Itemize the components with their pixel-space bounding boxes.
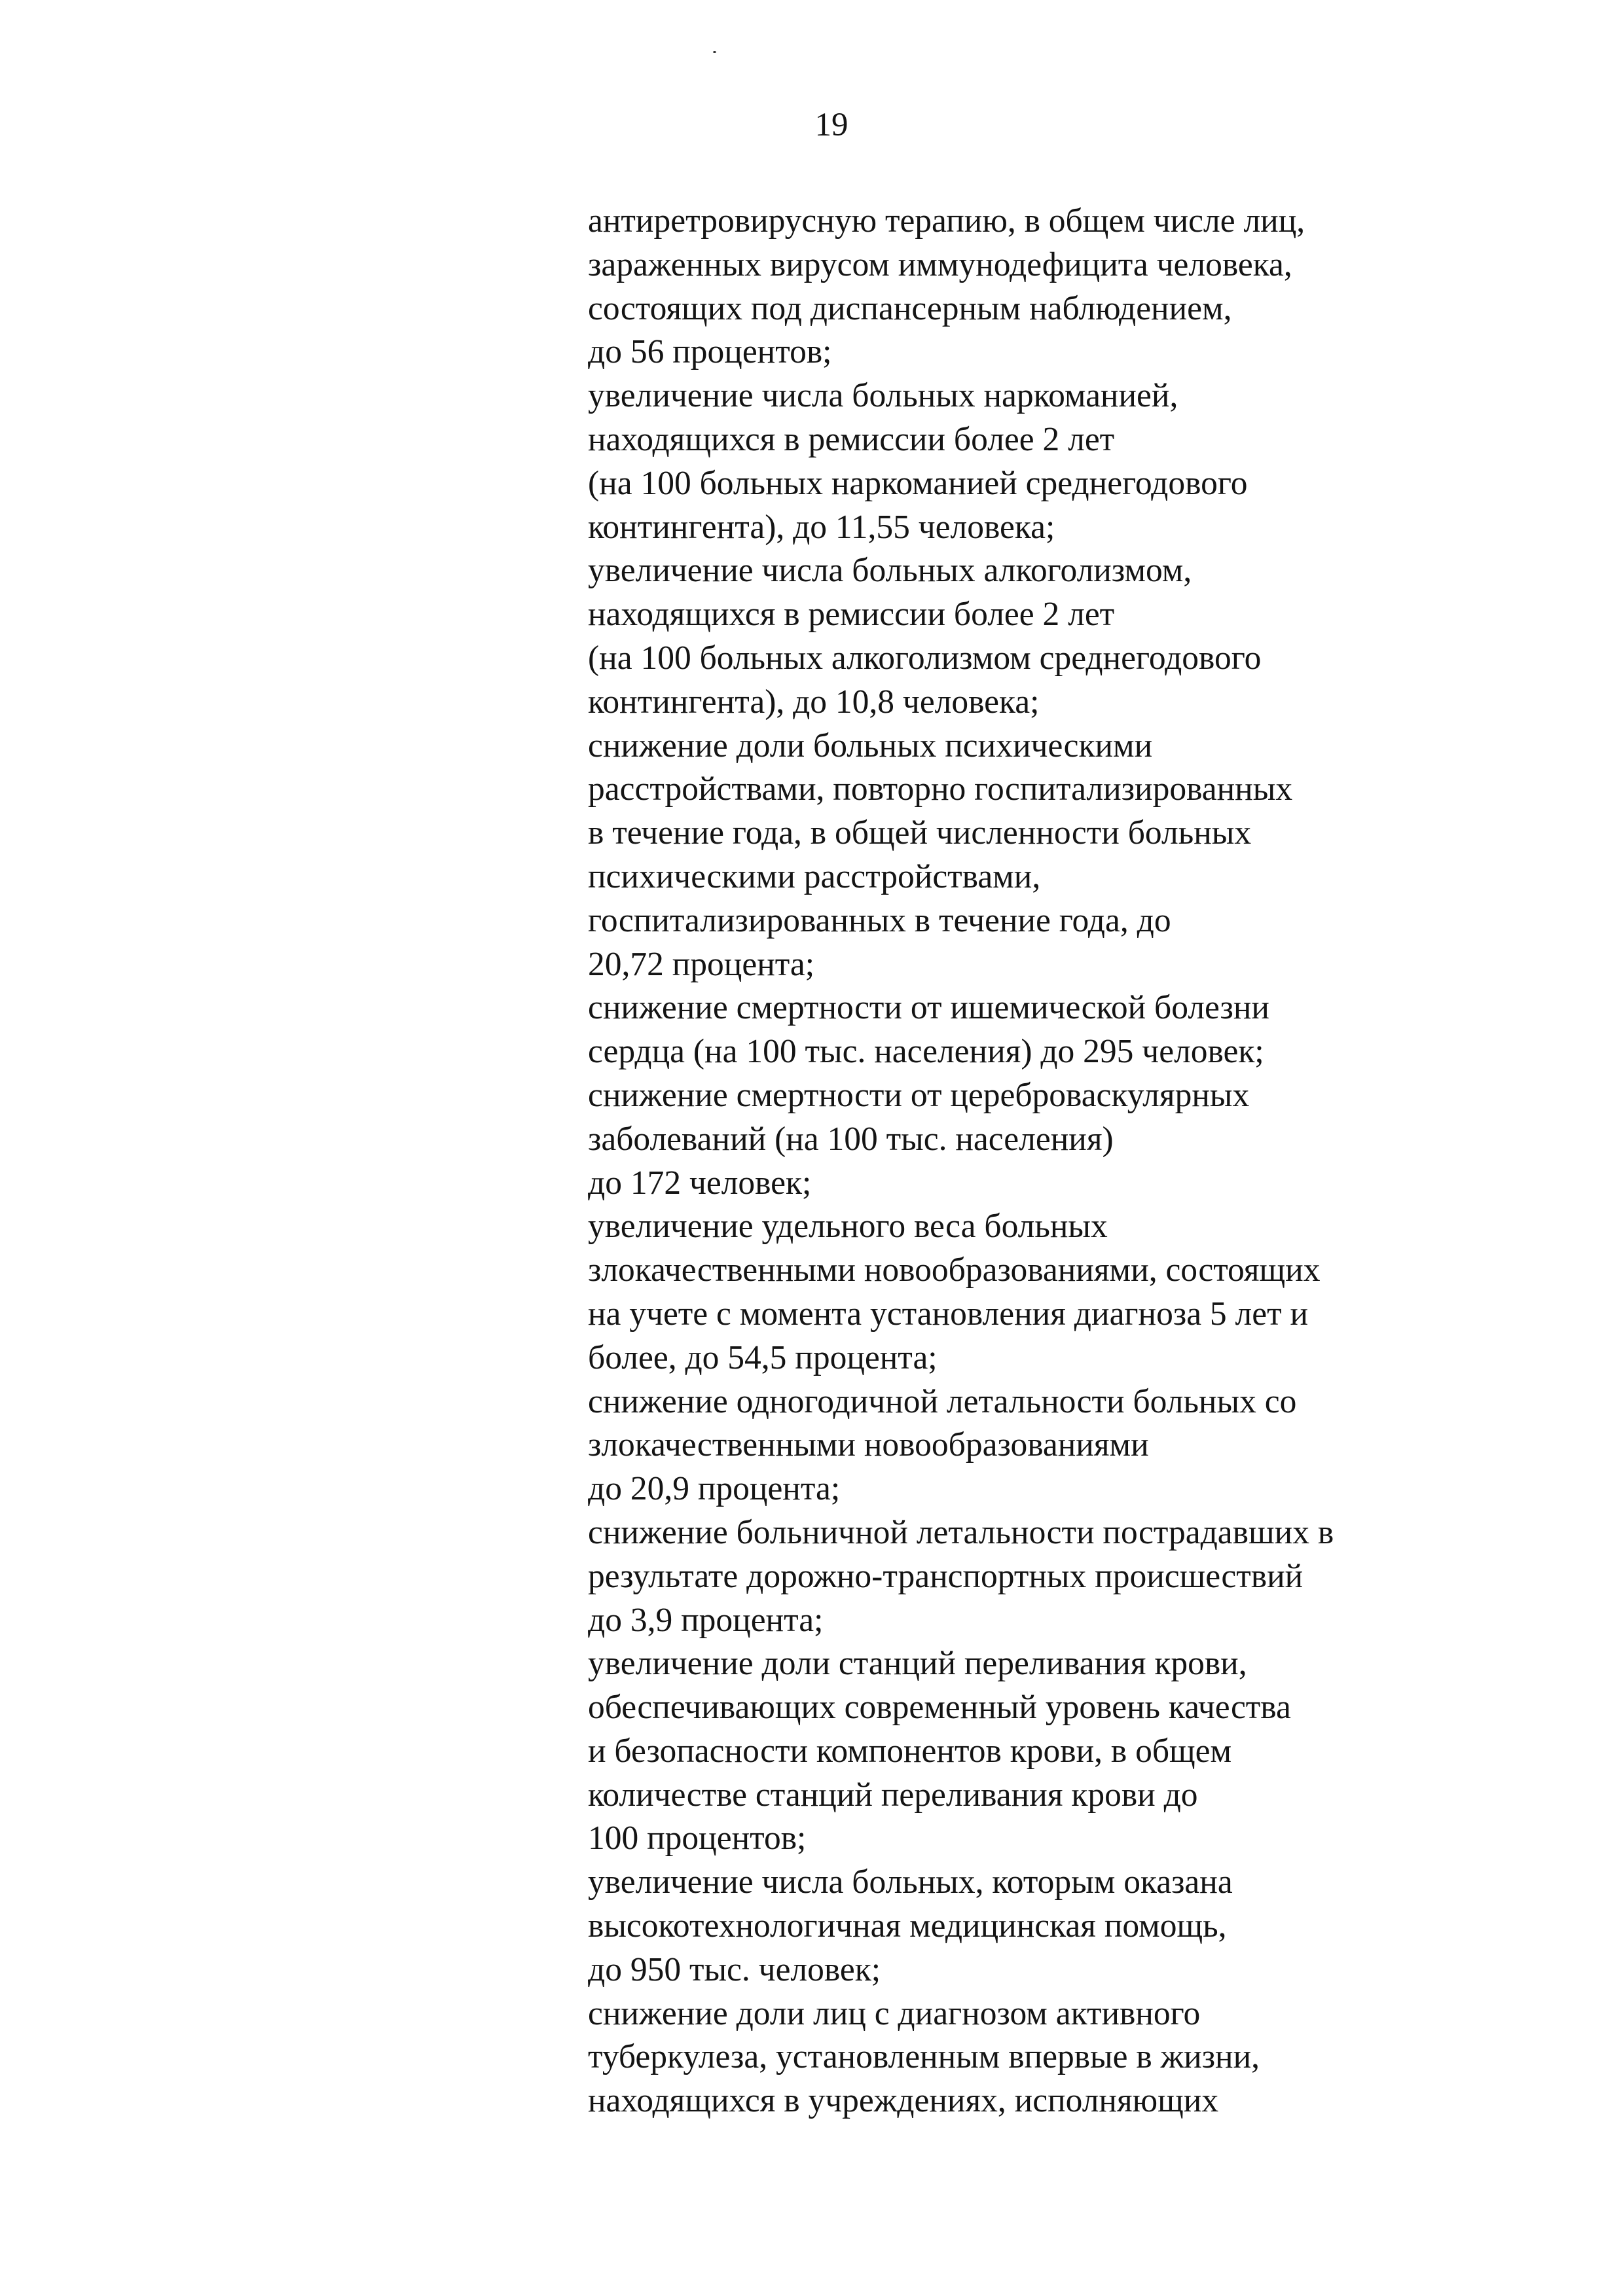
text-line: увеличение числа больных алкоголизмом, xyxy=(588,552,1192,590)
text-line: более, до 54,5 процента; xyxy=(588,1338,938,1376)
text-line: увеличение доли станций переливания крови, xyxy=(588,1645,1247,1683)
text-line: до 950 тыс. человек; xyxy=(588,1950,881,1988)
text-line: обеспечивающих современный уровень качества xyxy=(588,1689,1291,1727)
text-line: злокачественными новообразованиями, состоящих xyxy=(588,1251,1321,1289)
text-line: снижение доли лиц с диагнозом активного xyxy=(588,1994,1201,2032)
text-line: высокотехнологичная медицинская помощь, xyxy=(588,1907,1227,1945)
document-body xyxy=(588,200,1504,2123)
text-line: снижение больничной летальности пострадавших в xyxy=(588,1513,1334,1551)
text-line: контингента), до 10,8 человека; xyxy=(588,683,1040,721)
text-line: находящихся в ремиссии более 2 лет xyxy=(588,420,1115,458)
scan-artifact-mark xyxy=(713,51,716,53)
text-line: 100 процентов; xyxy=(588,1820,807,1857)
text-line: состоящих под диспансерным наблюдением, xyxy=(588,289,1232,327)
text-line: зараженных вирусом иммунодефицита человека, xyxy=(588,245,1292,283)
text-line: количестве станций переливания крови до xyxy=(588,1776,1198,1814)
text-line: расстройствами, повторно госпитализированных xyxy=(588,770,1293,808)
text-line: до 3,9 процента; xyxy=(588,1601,824,1639)
text-line: заболеваний (на 100 тыс. населения) xyxy=(588,1120,1114,1158)
text-line: (на 100 больных алкоголизмом среднегодового xyxy=(588,639,1262,677)
text-line: госпитализированных в течение года, до xyxy=(588,901,1171,939)
text-line: в течение года, в общей численности больных xyxy=(588,814,1252,852)
text-line: и безопасности компонентов крови, в общем xyxy=(588,1732,1232,1770)
page-number: 19 xyxy=(814,107,848,143)
text-line: увеличение числа больных наркоманией, xyxy=(588,377,1178,415)
text-line: туберкулеза, установленным впервые в жизни, xyxy=(588,2038,1260,2076)
text-line: 20,72 процента; xyxy=(588,945,815,983)
text-line: до 56 процентов; xyxy=(588,333,832,371)
text-line: снижение смертности от ишемической болезни xyxy=(588,989,1269,1027)
text-line: увеличение удельного веса больных xyxy=(588,1208,1108,1246)
text-line: на учете с момента установления диагноза 5 лет и xyxy=(588,1295,1309,1333)
text-line: результате дорожно-транспортных происшествий xyxy=(588,1557,1304,1595)
text-line: до 172 человек; xyxy=(588,1164,812,1202)
text-line: психическими расстройствами, xyxy=(588,857,1041,895)
text-line: до 20,9 процента; xyxy=(588,1470,841,1508)
text-line: злокачественными новообразованиями xyxy=(588,1426,1149,1464)
text-line: снижение смертности от цереброваскулярных xyxy=(588,1076,1250,1114)
text-line: антиретровирусную терапию, в общем числе лиц, xyxy=(588,202,1305,240)
text-line: находящихся в учреждениях, исполняющих xyxy=(588,2082,1219,2120)
text-line: сердца (на 100 тыс. населения) до 295 человек; xyxy=(588,1033,1264,1071)
text-line: находящихся в ремиссии более 2 лет xyxy=(588,596,1115,634)
text-line: увеличение числа больных, которым оказана xyxy=(588,1863,1233,1901)
text-line: снижение доли больных психическими xyxy=(588,726,1153,764)
text-line: снижение одногодичной летальности больных со xyxy=(588,1382,1297,1420)
text-line: (на 100 больных наркоманией среднегодового xyxy=(588,464,1248,502)
text-line: контингента), до 11,55 человека; xyxy=(588,508,1055,546)
